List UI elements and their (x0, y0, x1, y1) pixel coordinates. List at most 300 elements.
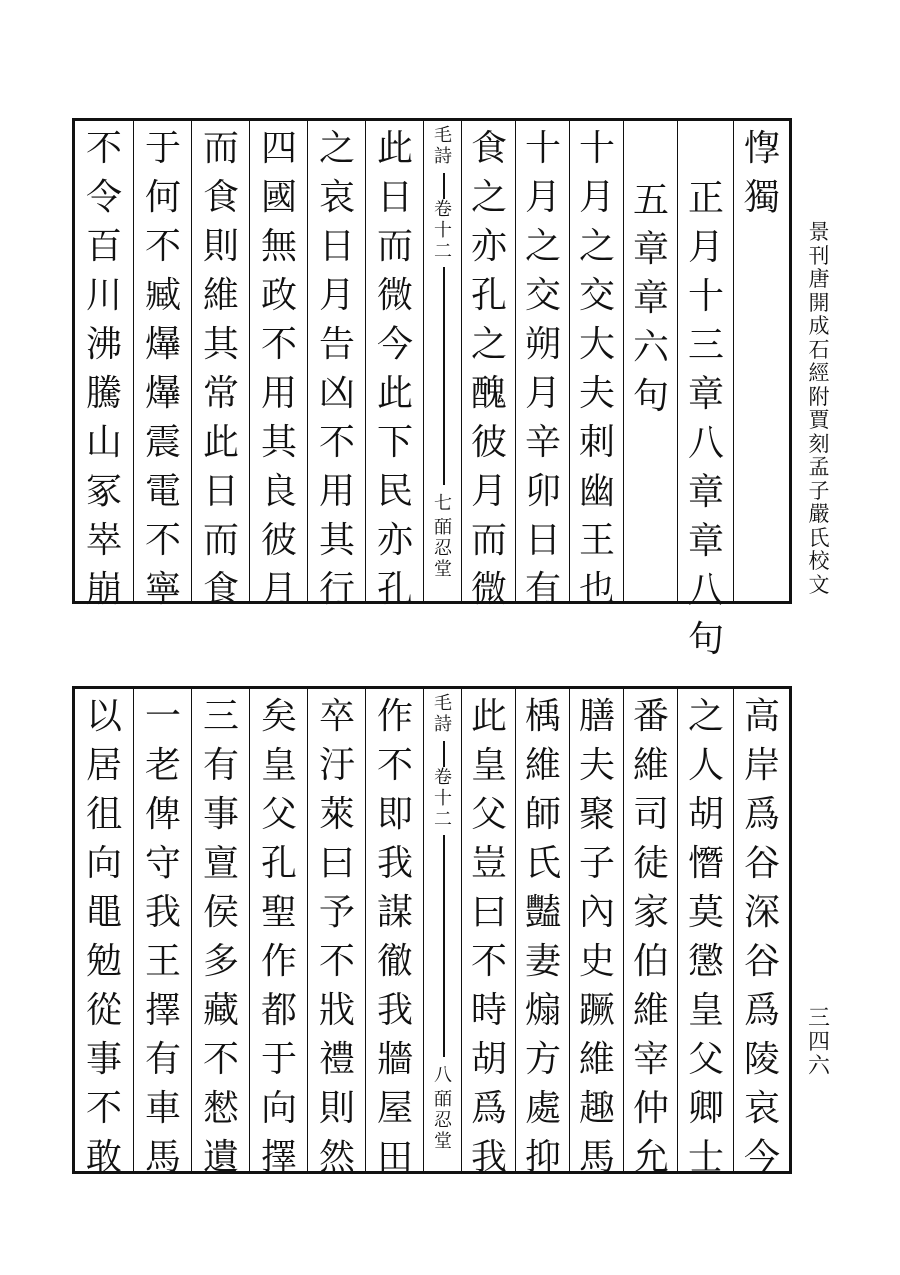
column-text (75, 696, 133, 1189)
text-column (569, 689, 624, 1178)
glyph: 氏 (808, 525, 830, 550)
text-column (461, 689, 516, 1178)
center-hall-name (428, 519, 458, 582)
glyph: 今 (376, 324, 413, 365)
glyph: 宰 (632, 1039, 669, 1080)
glyph: 楀 (524, 696, 561, 737)
glyph: 豔 (524, 892, 561, 933)
glyph: 附 (808, 384, 830, 409)
glyph: 微 (470, 569, 507, 610)
glyph: 我 (376, 843, 413, 884)
glyph: 聚 (578, 794, 615, 835)
glyph: 有 (144, 1039, 181, 1080)
column-text (734, 128, 790, 229)
glyph: 行 (318, 569, 355, 610)
glyph: 賈 (808, 408, 830, 432)
glyph: 番 (632, 696, 669, 737)
text-column (249, 689, 308, 1178)
glyph: 陵 (743, 1039, 780, 1080)
glyph: 憯 (687, 843, 724, 884)
glyph: 高 (743, 696, 780, 737)
text-column (733, 689, 790, 1178)
glyph: 彼 (260, 520, 297, 561)
glyph: 夫 (578, 745, 615, 786)
glyph: 民 (376, 471, 413, 512)
glyph: 禮 (318, 1039, 355, 1080)
page-number (806, 1008, 832, 1080)
glyph: 卯 (524, 471, 561, 512)
glyph: 其 (260, 422, 297, 463)
glyph: 二 (434, 241, 452, 262)
glyph: 岸 (743, 745, 780, 786)
glyph: 其 (202, 324, 239, 365)
glyph: 冢 (85, 471, 122, 512)
column-text (192, 128, 250, 621)
glyph: 方 (524, 1039, 561, 1080)
glyph: 皇 (687, 990, 724, 1031)
glyph: 良 (260, 471, 297, 512)
glyph: 月 (260, 569, 297, 610)
text-column (677, 121, 734, 660)
glyph: 其 (318, 520, 355, 561)
glyph: 維 (632, 990, 669, 1031)
glyph: 矣 (260, 696, 297, 737)
glyph: 三 (687, 325, 724, 366)
glyph: 有 (202, 745, 239, 786)
glyph: 然 (318, 1137, 355, 1178)
glyph: 蹶 (578, 990, 615, 1031)
column-text (734, 696, 790, 1189)
column-text (366, 696, 424, 1189)
glyph: 章 (632, 278, 669, 319)
glyph: 爲 (743, 794, 780, 835)
text-column (75, 121, 133, 610)
glyph: 寧 (144, 569, 181, 610)
glyph: 之 (470, 324, 507, 365)
glyph: 父 (687, 1039, 724, 1080)
glyph: 刻 (808, 431, 830, 456)
glyph: 此 (376, 373, 413, 414)
center-volume (428, 201, 458, 264)
glyph: 五 (632, 180, 669, 221)
glyph: 卿 (687, 1088, 724, 1129)
glyph: 不 (85, 128, 122, 169)
glyph: 氏 (524, 843, 561, 884)
glyph: 爲 (743, 990, 780, 1031)
glyph: 獨 (743, 177, 780, 218)
text-column (191, 689, 250, 1178)
center-volume (428, 769, 458, 832)
glyph: 不 (85, 1088, 122, 1129)
glyph: 十 (434, 220, 452, 241)
glyph: 嚴 (808, 502, 830, 526)
glyph: 何 (144, 177, 181, 218)
column-text (678, 178, 734, 671)
glyph: 此 (470, 696, 507, 737)
glyph: 馬 (144, 1137, 181, 1178)
glyph: 皇 (470, 745, 507, 786)
glyph: 孔 (376, 569, 413, 610)
glyph: 不 (260, 324, 297, 365)
glyph: 唐 (808, 267, 830, 291)
glyph: 告 (318, 324, 355, 365)
glyph: 之 (687, 696, 724, 737)
column-text (516, 696, 570, 1189)
glyph: 食 (202, 569, 239, 610)
center-folio (428, 1067, 458, 1088)
glyph: 爗 (144, 373, 181, 414)
glyph: 車 (144, 1088, 181, 1129)
glyph: 趣 (578, 1088, 615, 1129)
glyph: 向 (85, 843, 122, 884)
glyph: 句 (632, 376, 669, 417)
glyph: 之 (318, 128, 355, 169)
glyph: 謀 (376, 892, 413, 933)
column-text (192, 696, 250, 1189)
text-column (249, 121, 308, 610)
glyph: 王 (144, 941, 181, 982)
glyph: 不 (144, 520, 181, 561)
glyph: 即 (376, 794, 413, 835)
glyph: 刺 (578, 422, 615, 463)
column-text (366, 128, 424, 621)
glyph: 也 (578, 569, 615, 610)
glyph: 萊 (318, 794, 355, 835)
glyph: 毛 (434, 693, 452, 714)
glyph: 辛 (524, 422, 561, 463)
glyph: 七 (434, 493, 452, 514)
glyph: 莫 (687, 892, 724, 933)
side-title (806, 222, 832, 598)
glyph: 亦 (470, 226, 507, 267)
glyph: 事 (85, 1039, 122, 1080)
glyph: 月 (524, 177, 561, 218)
glyph: 師 (524, 794, 561, 835)
glyph: 屋 (376, 1088, 413, 1129)
glyph: 夫 (578, 373, 615, 414)
glyph: 成 (808, 314, 830, 338)
center-fold-column (423, 121, 462, 601)
glyph: 孟 (808, 455, 830, 479)
glyph: 老 (144, 745, 181, 786)
glyph: 子 (578, 843, 615, 884)
column-text (624, 180, 678, 428)
glyph: 之 (578, 226, 615, 267)
glyph: 向 (260, 1088, 297, 1129)
glyph: 田 (376, 1137, 413, 1178)
glyph: 正 (687, 178, 724, 219)
glyph: 予 (318, 892, 355, 933)
glyph: 之 (524, 226, 561, 267)
glyph: 四 (807, 1030, 830, 1055)
glyph: 皕 (434, 517, 452, 538)
text-column (623, 689, 678, 1178)
glyph: 曰 (470, 892, 507, 933)
glyph: 堂 (434, 1131, 452, 1152)
glyph: 月 (470, 471, 507, 512)
glyph: 一 (144, 696, 181, 737)
glyph: 擇 (144, 990, 181, 1031)
glyph: 崒 (85, 520, 122, 561)
glyph: 刊 (808, 243, 830, 268)
glyph: 三 (807, 1006, 830, 1031)
glyph: 開 (808, 290, 830, 315)
glyph: 不 (318, 422, 355, 463)
column-text (570, 696, 624, 1189)
glyph: 月 (318, 275, 355, 316)
glyph: 此 (202, 422, 239, 463)
glyph: 以 (85, 696, 122, 737)
glyph: 胡 (470, 1039, 507, 1080)
glyph: 勉 (85, 941, 122, 982)
glyph: 憖 (202, 1088, 239, 1129)
glyph: 詩 (434, 714, 452, 735)
column-text (134, 696, 192, 1189)
glyph: 章 (687, 521, 724, 562)
glyph: 無 (260, 226, 297, 267)
glyph: 谷 (743, 941, 780, 982)
glyph: 汙 (318, 745, 355, 786)
glyph: 日 (318, 226, 355, 267)
glyph: 彼 (470, 422, 507, 463)
glyph: 下 (376, 422, 413, 463)
column-text (678, 696, 734, 1189)
glyph: 校 (808, 549, 830, 573)
glyph: 豈 (470, 843, 507, 884)
glyph: 維 (578, 1039, 615, 1080)
glyph: 俾 (144, 794, 181, 835)
glyph: 聖 (260, 892, 297, 933)
glyph: 六 (632, 327, 669, 368)
text-column (75, 689, 133, 1178)
glyph: 維 (202, 275, 239, 316)
glyph: 卷 (434, 199, 452, 220)
glyph: 政 (260, 275, 297, 316)
column-text (624, 696, 678, 1189)
glyph: 抑 (524, 1137, 561, 1178)
glyph: 徹 (376, 941, 413, 982)
glyph: 山 (85, 422, 122, 463)
glyph: 月 (687, 227, 724, 268)
glyph: 亦 (376, 520, 413, 561)
glyph: 遺 (202, 1137, 239, 1178)
bottom-page-frame (72, 686, 792, 1178)
text-column (623, 121, 678, 601)
glyph: 卷 (434, 767, 452, 788)
glyph: 句 (687, 619, 724, 660)
glyph: 沸 (85, 324, 122, 365)
glyph: 允 (632, 1137, 669, 1178)
glyph: 都 (260, 990, 297, 1031)
glyph: 微 (376, 275, 413, 316)
glyph: 之 (470, 177, 507, 218)
glyph: 敢 (85, 1137, 122, 1178)
glyph: 牆 (376, 1039, 413, 1080)
glyph: 守 (144, 843, 181, 884)
glyph: 擇 (260, 1137, 297, 1178)
glyph: 而 (202, 128, 239, 169)
text-column (307, 689, 366, 1178)
glyph: 侯 (202, 892, 239, 933)
glyph: 作 (260, 941, 297, 982)
glyph: 于 (144, 128, 181, 169)
fold-line (443, 173, 445, 199)
glyph: 不 (376, 745, 413, 786)
column-text (570, 128, 624, 621)
column-text (308, 696, 366, 1189)
glyph: 景 (808, 220, 830, 244)
glyph: 卒 (318, 696, 355, 737)
glyph: 妻 (524, 941, 561, 982)
glyph: 章 (632, 229, 669, 270)
column-text (308, 128, 366, 621)
glyph: 毛 (434, 125, 452, 146)
glyph: 交 (578, 275, 615, 316)
glyph: 食 (470, 128, 507, 169)
glyph: 我 (470, 1137, 507, 1178)
glyph: 胡 (687, 794, 724, 835)
glyph: 騰 (85, 373, 122, 414)
glyph: 維 (524, 745, 561, 786)
glyph: 從 (85, 990, 122, 1031)
glyph: 八 (434, 1065, 452, 1086)
glyph: 士 (687, 1137, 724, 1178)
column-text (250, 128, 308, 621)
glyph: 月 (578, 177, 615, 218)
glyph: 處 (524, 1088, 561, 1129)
glyph: 石 (808, 337, 830, 362)
glyph: 王 (578, 520, 615, 561)
glyph: 子 (808, 478, 830, 503)
text-column (515, 689, 570, 1178)
glyph: 常 (202, 373, 239, 414)
glyph: 黽 (85, 892, 122, 933)
glyph: 爗 (144, 324, 181, 365)
glyph: 震 (144, 422, 181, 463)
glyph: 亶 (202, 843, 239, 884)
glyph: 懲 (687, 941, 724, 982)
glyph: 十 (578, 128, 615, 169)
center-book-title (428, 127, 458, 169)
glyph: 百 (85, 226, 122, 267)
glyph: 而 (202, 520, 239, 561)
glyph: 皇 (260, 745, 297, 786)
glyph: 惸 (743, 128, 780, 169)
glyph: 朔 (524, 324, 561, 365)
glyph: 居 (85, 745, 122, 786)
glyph: 十 (434, 788, 452, 809)
glyph: 馬 (578, 1137, 615, 1178)
glyph: 內 (578, 892, 615, 933)
glyph: 章 (687, 472, 724, 513)
glyph: 煽 (524, 990, 561, 1031)
column-text (75, 128, 133, 621)
glyph: 我 (144, 892, 181, 933)
glyph: 國 (260, 177, 297, 218)
glyph: 八 (687, 570, 724, 611)
text-column (515, 121, 570, 610)
glyph: 十 (687, 276, 724, 317)
center-folio (428, 495, 458, 516)
fold-line (443, 267, 445, 485)
glyph: 四 (260, 128, 297, 169)
glyph: 不 (202, 1039, 239, 1080)
glyph: 幽 (578, 471, 615, 512)
glyph: 日 (376, 177, 413, 218)
glyph: 此 (376, 128, 413, 169)
glyph: 交 (524, 275, 561, 316)
column-text (250, 696, 308, 1189)
glyph: 忍 (434, 1110, 452, 1131)
glyph: 父 (260, 794, 297, 835)
column-text (462, 696, 516, 1189)
glyph: 戕 (318, 990, 355, 1031)
column-text (134, 128, 192, 621)
glyph: 有 (524, 569, 561, 610)
glyph: 孔 (470, 275, 507, 316)
glyph: 而 (376, 226, 413, 267)
glyph: 十 (524, 128, 561, 169)
glyph: 文 (808, 572, 830, 597)
glyph: 家 (632, 892, 669, 933)
glyph: 則 (318, 1088, 355, 1129)
glyph: 哀 (318, 177, 355, 218)
glyph: 令 (85, 177, 122, 218)
glyph: 則 (202, 226, 239, 267)
glyph: 深 (743, 892, 780, 933)
text-column (733, 121, 790, 601)
text-column (569, 121, 624, 610)
glyph: 而 (470, 520, 507, 561)
glyph: 司 (632, 794, 669, 835)
column-text (516, 128, 570, 621)
glyph: 徂 (85, 794, 122, 835)
glyph: 日 (202, 471, 239, 512)
glyph: 醜 (470, 373, 507, 414)
glyph: 三 (202, 696, 239, 737)
glyph: 皕 (434, 1089, 452, 1110)
glyph: 谷 (743, 843, 780, 884)
glyph: 崩 (85, 569, 122, 610)
glyph: 不 (144, 226, 181, 267)
text-column (133, 121, 192, 610)
glyph: 今 (743, 1137, 780, 1178)
text-column (365, 121, 424, 610)
glyph: 哀 (743, 1088, 780, 1129)
glyph: 維 (632, 745, 669, 786)
text-column (365, 689, 424, 1178)
glyph: 不 (318, 941, 355, 982)
glyph: 章 (687, 374, 724, 415)
glyph: 孔 (260, 843, 297, 884)
glyph: 八 (687, 423, 724, 464)
glyph: 凶 (318, 373, 355, 414)
glyph: 徒 (632, 843, 669, 884)
glyph: 二 (434, 809, 452, 830)
glyph: 日 (524, 520, 561, 561)
center-fold-column (423, 689, 462, 1171)
fold-line (443, 741, 445, 767)
glyph: 電 (144, 471, 181, 512)
glyph: 人 (687, 745, 724, 786)
text-column (307, 121, 366, 610)
glyph: 史 (578, 941, 615, 982)
glyph: 時 (470, 990, 507, 1031)
glyph: 詩 (434, 146, 452, 167)
glyph: 伯 (632, 941, 669, 982)
glyph: 忍 (434, 538, 452, 559)
text-column (191, 121, 250, 610)
